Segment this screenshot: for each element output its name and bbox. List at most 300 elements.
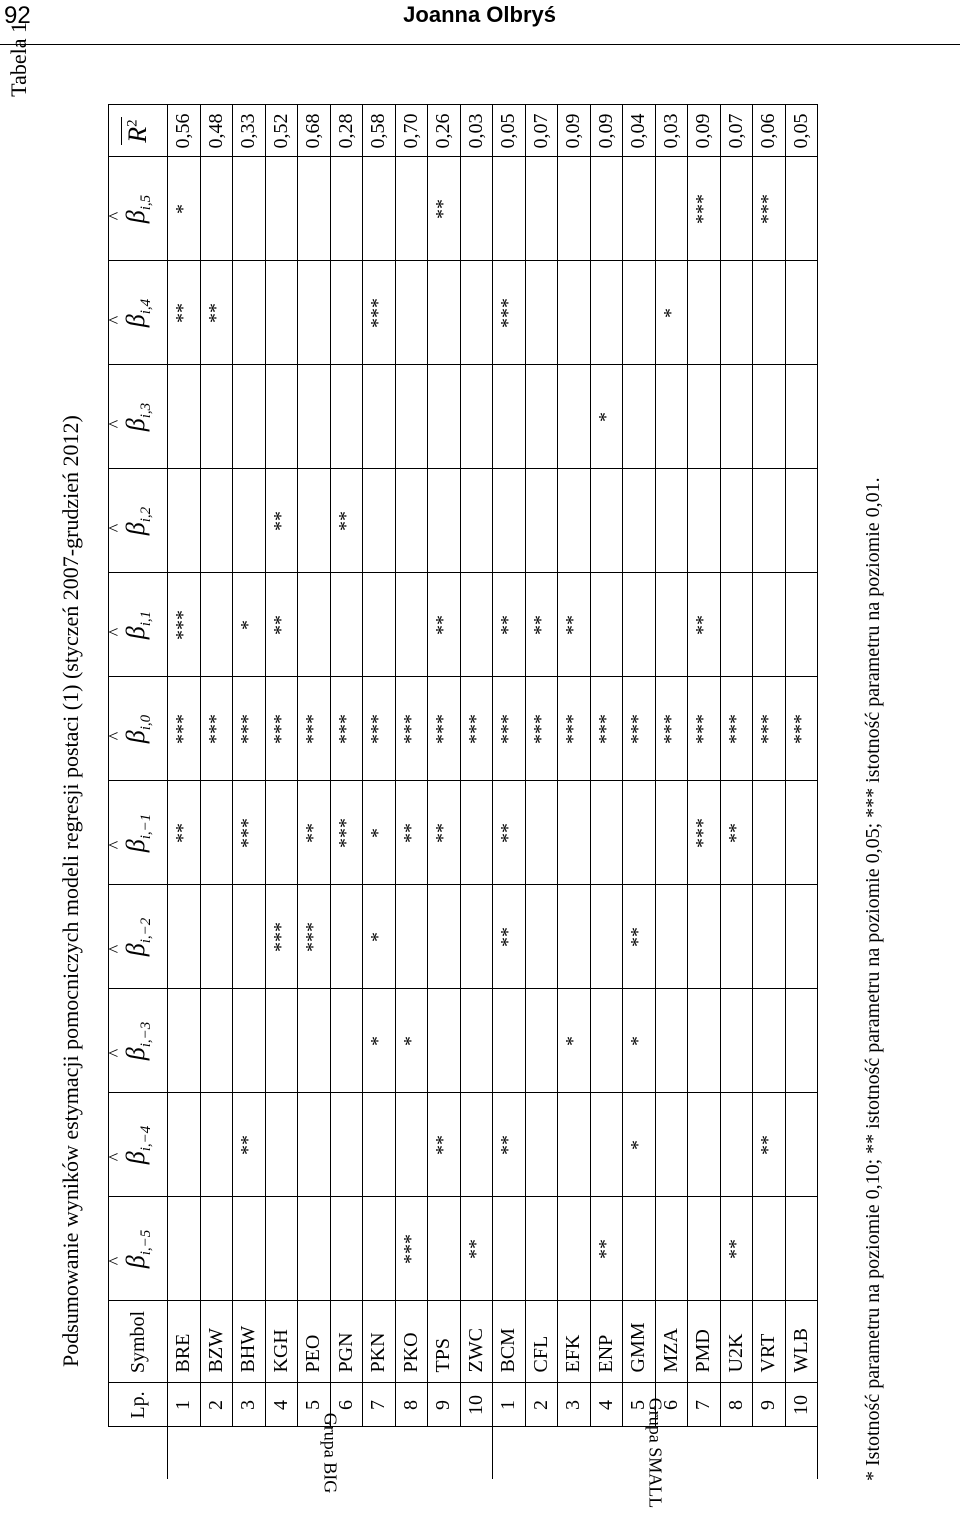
significance-cell	[688, 365, 721, 469]
significance-cell	[395, 573, 428, 677]
lp-cell: 7	[688, 1383, 721, 1427]
symbol-cell: WLB	[785, 1301, 818, 1383]
lp-cell: 10	[785, 1383, 818, 1427]
table-label: Tabela 1	[6, 22, 31, 97]
significance-cell	[688, 261, 721, 365]
significance-cell	[233, 1197, 266, 1301]
significance-cell	[265, 1093, 298, 1197]
lp-cell: 10	[460, 1383, 493, 1427]
significance-cell	[200, 365, 233, 469]
significance-cell: **	[493, 885, 526, 989]
significance-cell: ***	[688, 157, 721, 261]
significance-cell: *	[363, 989, 396, 1093]
significance-cell	[785, 365, 818, 469]
significance-cell: ***	[363, 677, 396, 781]
symbol-cell: PGN	[330, 1301, 363, 1383]
significance-cell: **	[168, 781, 201, 885]
beta-subscript: i,−2	[138, 917, 155, 944]
hat-mark: ^	[104, 840, 125, 850]
hat-mark: ^	[104, 523, 125, 533]
significance-cell	[655, 1093, 688, 1197]
significance-cell: ***	[688, 677, 721, 781]
significance-cell	[655, 469, 688, 573]
lp-cell: 1	[493, 1383, 526, 1427]
significance-cell	[363, 469, 396, 573]
significance-cell	[720, 885, 753, 989]
significance-cell	[493, 1197, 526, 1301]
significance-cell: *	[558, 989, 591, 1093]
significance-cell	[460, 573, 493, 677]
significance-cell	[590, 885, 623, 989]
significance-cell	[168, 989, 201, 1093]
significance-cell	[525, 157, 558, 261]
significance-cell	[265, 781, 298, 885]
significance-cell: ***	[753, 157, 786, 261]
table-row	[168, 105, 201, 1479]
significance-cell: **	[460, 1197, 493, 1301]
significance-cell: *	[363, 885, 396, 989]
significance-cell	[623, 781, 656, 885]
significance-cell	[525, 781, 558, 885]
significance-cell	[395, 365, 428, 469]
lp-cell: 5	[623, 1383, 656, 1427]
group-header-cell	[109, 1427, 168, 1479]
significance-cell	[785, 573, 818, 677]
symbol-cell: PEO	[298, 1301, 331, 1383]
significance-cell	[395, 157, 428, 261]
beta-subscript: i,−4	[138, 1125, 155, 1152]
significance-cell	[590, 261, 623, 365]
hat-mark: ^	[104, 419, 125, 429]
significance-cell	[623, 157, 656, 261]
r2-cell: 0,33	[233, 105, 266, 157]
significance-cell: ***	[623, 677, 656, 781]
symbol-cell: BZW	[200, 1301, 233, 1383]
hat-mark: ^	[104, 211, 125, 221]
significance-cell: **	[265, 469, 298, 573]
symbol-cell: BHW	[233, 1301, 266, 1383]
significance-cell	[688, 1093, 721, 1197]
significance-cell: **	[428, 157, 461, 261]
symbol-cell: CFL	[525, 1301, 558, 1383]
significance-cell	[525, 885, 558, 989]
significance-cell: *	[395, 989, 428, 1093]
symbol-cell: PMD	[688, 1301, 721, 1383]
significance-cell: **	[265, 573, 298, 677]
r2-cell: 0,05	[785, 105, 818, 157]
r2-bar	[121, 117, 122, 144]
significance-cell	[558, 1093, 591, 1197]
table-row	[590, 105, 623, 1479]
symbol-cell: MZA	[655, 1301, 688, 1383]
significance-cell: ***	[298, 885, 331, 989]
significance-cell	[233, 885, 266, 989]
beta-symbol	[104, 610, 155, 640]
lp-cell: 9	[753, 1383, 786, 1427]
significance-cell: **	[428, 1093, 461, 1197]
lp-cell: 9	[428, 1383, 461, 1427]
beta-header	[104, 677, 168, 781]
significance-cell: ***	[200, 677, 233, 781]
beta-letter: β	[120, 626, 150, 640]
symbol-cell: U2K	[720, 1301, 753, 1383]
symbol-cell: TPS	[428, 1301, 461, 1383]
significance-cell	[688, 1197, 721, 1301]
significance-cell: ***	[428, 677, 461, 781]
significance-cell: ***	[655, 677, 688, 781]
significance-cell	[753, 1197, 786, 1301]
significance-cell	[525, 989, 558, 1093]
beta-header	[104, 781, 168, 885]
significance-cell: ***	[330, 677, 363, 781]
beta-symbol	[104, 402, 155, 432]
significance-cell: **	[688, 573, 721, 677]
significance-cell	[460, 469, 493, 573]
significance-cell	[298, 1093, 331, 1197]
significance-cell	[298, 157, 331, 261]
hat-mark: ^	[104, 1152, 125, 1162]
lp-cell: 3	[233, 1383, 266, 1427]
r2-cell: 0,05	[493, 105, 526, 157]
significance-cell	[233, 469, 266, 573]
beta-symbol	[104, 714, 155, 744]
hat-mark: ^	[104, 944, 125, 954]
table-row	[395, 105, 428, 1479]
significance-cell	[720, 157, 753, 261]
lp-cell: 5	[298, 1383, 331, 1427]
r2-sup: 2	[124, 119, 141, 127]
significance-cell	[590, 781, 623, 885]
beta-symbol	[104, 1021, 155, 1061]
significance-cell	[330, 1093, 363, 1197]
table-row	[298, 105, 331, 1479]
significance-cell: **	[493, 1093, 526, 1197]
significance-cell	[688, 989, 721, 1093]
significance-cell	[363, 1093, 396, 1197]
r2-cell: 0,03	[655, 105, 688, 157]
significance-cell	[265, 1197, 298, 1301]
table-row	[753, 105, 786, 1479]
significance-cell	[590, 157, 623, 261]
r2-cell: 0,70	[395, 105, 428, 157]
table-row	[265, 105, 298, 1479]
significance-cell	[655, 781, 688, 885]
significance-cell	[590, 989, 623, 1093]
hat-mark: ^	[104, 627, 125, 637]
lp-cell: 8	[720, 1383, 753, 1427]
hat-mark: ^	[104, 1256, 125, 1266]
symbol-cell: PKN	[363, 1301, 396, 1383]
significance-cell	[200, 781, 233, 885]
significance-cell	[655, 573, 688, 677]
beta-subscript: i,0	[138, 714, 155, 731]
symbol-cell: VRT	[753, 1301, 786, 1383]
table-row	[363, 105, 396, 1479]
significance-cell	[525, 1093, 558, 1197]
significance-cell	[298, 573, 331, 677]
significance-cell	[688, 885, 721, 989]
significance-cell: ***	[265, 885, 298, 989]
r2-cell: 0,04	[623, 105, 656, 157]
significance-cell: *	[590, 365, 623, 469]
symbol-cell: ENP	[590, 1301, 623, 1383]
significance-cell: **	[428, 573, 461, 677]
r2-cell: 0,07	[720, 105, 753, 157]
table-row	[720, 105, 753, 1479]
significance-cell	[720, 469, 753, 573]
running-author: Joanna Olbryś	[403, 2, 556, 27]
significance-cell	[168, 1093, 201, 1197]
significance-cell	[298, 469, 331, 573]
hat-mark: ^	[104, 1048, 125, 1058]
beta-letter: β	[120, 522, 150, 536]
significance-cell: ***	[168, 677, 201, 781]
significance-cell	[200, 1093, 233, 1197]
beta-header	[104, 1093, 168, 1197]
significance-cell: ***	[265, 677, 298, 781]
r2-cell: 0,68	[298, 105, 331, 157]
significance-cell	[428, 989, 461, 1093]
beta-header	[104, 573, 168, 677]
significance-cell	[590, 573, 623, 677]
lp-header: Lp.	[109, 1383, 168, 1427]
beta-subscript: i,−3	[138, 1021, 155, 1048]
r2-cell: 0,52	[265, 105, 298, 157]
significance-cell	[558, 1197, 591, 1301]
significance-cell	[168, 365, 201, 469]
significance-cell	[200, 157, 233, 261]
symbol-cell: BCM	[493, 1301, 526, 1383]
group-label-cell	[168, 1413, 493, 1494]
significance-cell: ***	[363, 261, 396, 365]
significance-cell: ***	[525, 677, 558, 781]
significance-cell: ***	[558, 677, 591, 781]
significance-cell: *	[655, 261, 688, 365]
lp-cell: 8	[395, 1383, 428, 1427]
significance-cell	[493, 365, 526, 469]
significance-cell	[655, 157, 688, 261]
significance-cell: ***	[720, 677, 753, 781]
significance-cell: **	[753, 1093, 786, 1197]
beta-letter: β	[120, 210, 150, 224]
footnote: * Istotność parametru na poziomie 0,10; ** istotność parametru na poziomie 0,05; *** istotność parametru na poziomie 0,01.	[862, 477, 884, 1481]
significance-cell: *	[623, 989, 656, 1093]
significance-cell	[525, 261, 558, 365]
symbol-cell: PKO	[395, 1301, 428, 1383]
beta-symbol	[104, 1229, 155, 1269]
beta-symbol	[104, 813, 155, 853]
significance-cell: ***	[460, 677, 493, 781]
significance-cell	[720, 989, 753, 1093]
significance-cell	[785, 469, 818, 573]
beta-letter: β	[120, 839, 150, 853]
significance-cell: ***	[233, 781, 266, 885]
significance-cell	[720, 573, 753, 677]
significance-cell: **	[298, 781, 331, 885]
significance-cell	[493, 989, 526, 1093]
significance-cell	[525, 1197, 558, 1301]
significance-cell	[428, 1197, 461, 1301]
beta-subscript: i,−5	[138, 1229, 155, 1256]
r2-cell: 0,48	[200, 105, 233, 157]
beta-header	[104, 469, 168, 573]
beta-letter: β	[120, 314, 150, 328]
significance-cell: **	[558, 573, 591, 677]
significance-cell	[233, 365, 266, 469]
significance-cell	[168, 1197, 201, 1301]
significance-cell	[623, 365, 656, 469]
lp-cell: 1	[168, 1383, 201, 1427]
beta-symbol	[104, 917, 155, 957]
significance-cell	[623, 1197, 656, 1301]
beta-subscript: i,−1	[138, 813, 155, 840]
significance-cell	[395, 1093, 428, 1197]
significance-cell: ***	[298, 677, 331, 781]
significance-cell	[428, 261, 461, 365]
lp-cell: 2	[525, 1383, 558, 1427]
lp-cell: 2	[200, 1383, 233, 1427]
r2-cell: 0,28	[330, 105, 363, 157]
beta-letter: β	[120, 1047, 150, 1061]
hat-mark: ^	[104, 731, 125, 741]
significance-cell	[265, 261, 298, 365]
significance-cell	[200, 469, 233, 573]
significance-cell	[623, 573, 656, 677]
significance-cell	[785, 1093, 818, 1197]
significance-cell	[298, 1197, 331, 1301]
significance-cell	[558, 261, 591, 365]
significance-cell	[558, 365, 591, 469]
significance-cell	[688, 469, 721, 573]
significance-cell	[525, 469, 558, 573]
beta-header	[104, 157, 168, 261]
significance-cell	[298, 989, 331, 1093]
beta-header	[104, 1197, 168, 1301]
significance-cell	[363, 573, 396, 677]
significance-cell	[623, 261, 656, 365]
significance-cell	[265, 989, 298, 1093]
significance-cell	[330, 1197, 363, 1301]
significance-cell	[395, 885, 428, 989]
significance-cell: *	[623, 1093, 656, 1197]
table-row	[525, 105, 558, 1479]
significance-cell	[200, 989, 233, 1093]
beta-letter: β	[120, 730, 150, 744]
significance-cell	[558, 781, 591, 885]
table-row	[460, 105, 493, 1479]
significance-cell	[428, 365, 461, 469]
symbol-cell: ZWC	[460, 1301, 493, 1383]
significance-cell	[785, 885, 818, 989]
significance-cell	[753, 261, 786, 365]
lp-cell: 6	[330, 1383, 363, 1427]
significance-cell	[200, 1197, 233, 1301]
r2-cell: 0,26	[428, 105, 461, 157]
beta-subscript: i,4	[138, 298, 155, 315]
symbol-cell: BRE	[168, 1301, 201, 1383]
significance-cell	[493, 157, 526, 261]
significance-cell	[298, 365, 331, 469]
table-row	[558, 105, 591, 1479]
significance-cell: *	[168, 157, 201, 261]
significance-cell: ***	[493, 261, 526, 365]
significance-cell	[460, 157, 493, 261]
significance-cell: **	[525, 573, 558, 677]
significance-cell	[168, 469, 201, 573]
significance-cell: **	[200, 261, 233, 365]
significance-cell	[558, 469, 591, 573]
symbol-header: Symbol	[109, 1301, 168, 1383]
significance-cell	[753, 989, 786, 1093]
table-row	[233, 105, 266, 1479]
significance-cell	[720, 1093, 753, 1197]
table-caption: Podsumowanie wyników estymacji pomocniczych modeli regresji postaci (1) (styczeń 2007-grudzień 2012)	[58, 415, 83, 1367]
significance-cell: **	[330, 469, 363, 573]
beta-header	[104, 989, 168, 1093]
significance-cell	[785, 157, 818, 261]
table-row	[655, 105, 688, 1479]
significance-cell	[655, 885, 688, 989]
significance-cell	[330, 573, 363, 677]
beta-symbol	[104, 506, 155, 536]
lp-cell: 3	[558, 1383, 591, 1427]
significance-cell: ***	[330, 781, 363, 885]
significance-cell	[395, 261, 428, 365]
significance-cell	[363, 1197, 396, 1301]
r2-cell: 0,09	[590, 105, 623, 157]
significance-cell	[233, 157, 266, 261]
significance-cell: **	[493, 573, 526, 677]
significance-cell	[753, 365, 786, 469]
significance-cell	[785, 1197, 818, 1301]
significance-cell	[493, 469, 526, 573]
significance-cell: **	[493, 781, 526, 885]
beta-symbol	[104, 298, 155, 328]
group-label: Grupa SMALL	[645, 1398, 666, 1509]
significance-cell	[785, 989, 818, 1093]
significance-cell: ***	[590, 677, 623, 781]
beta-letter: β	[120, 1151, 150, 1165]
significance-cell: ***	[233, 677, 266, 781]
table-header-row	[109, 105, 168, 1479]
significance-cell	[233, 989, 266, 1093]
significance-cell: ***	[688, 781, 721, 885]
symbol-cell: KGH	[265, 1301, 298, 1383]
significance-cell: **	[720, 781, 753, 885]
significance-cell	[720, 261, 753, 365]
significance-cell: *	[233, 573, 266, 677]
significance-cell	[525, 365, 558, 469]
significance-cell	[753, 573, 786, 677]
significance-cell	[460, 885, 493, 989]
significance-cell	[720, 365, 753, 469]
table-row	[623, 105, 656, 1479]
significance-cell	[460, 989, 493, 1093]
r2-cell: 0,06	[753, 105, 786, 157]
lp-cell: 4	[265, 1383, 298, 1427]
symbol-cell: GMM	[623, 1301, 656, 1383]
group-label: Grupa BIG	[320, 1413, 341, 1494]
significance-cell	[785, 781, 818, 885]
significance-cell	[460, 781, 493, 885]
results-table	[104, 105, 818, 1509]
table-row	[428, 105, 461, 1479]
significance-cell	[330, 365, 363, 469]
significance-cell	[460, 261, 493, 365]
significance-cell: ***	[168, 573, 201, 677]
beta-letter: β	[120, 1255, 150, 1269]
beta-letter: β	[120, 418, 150, 432]
